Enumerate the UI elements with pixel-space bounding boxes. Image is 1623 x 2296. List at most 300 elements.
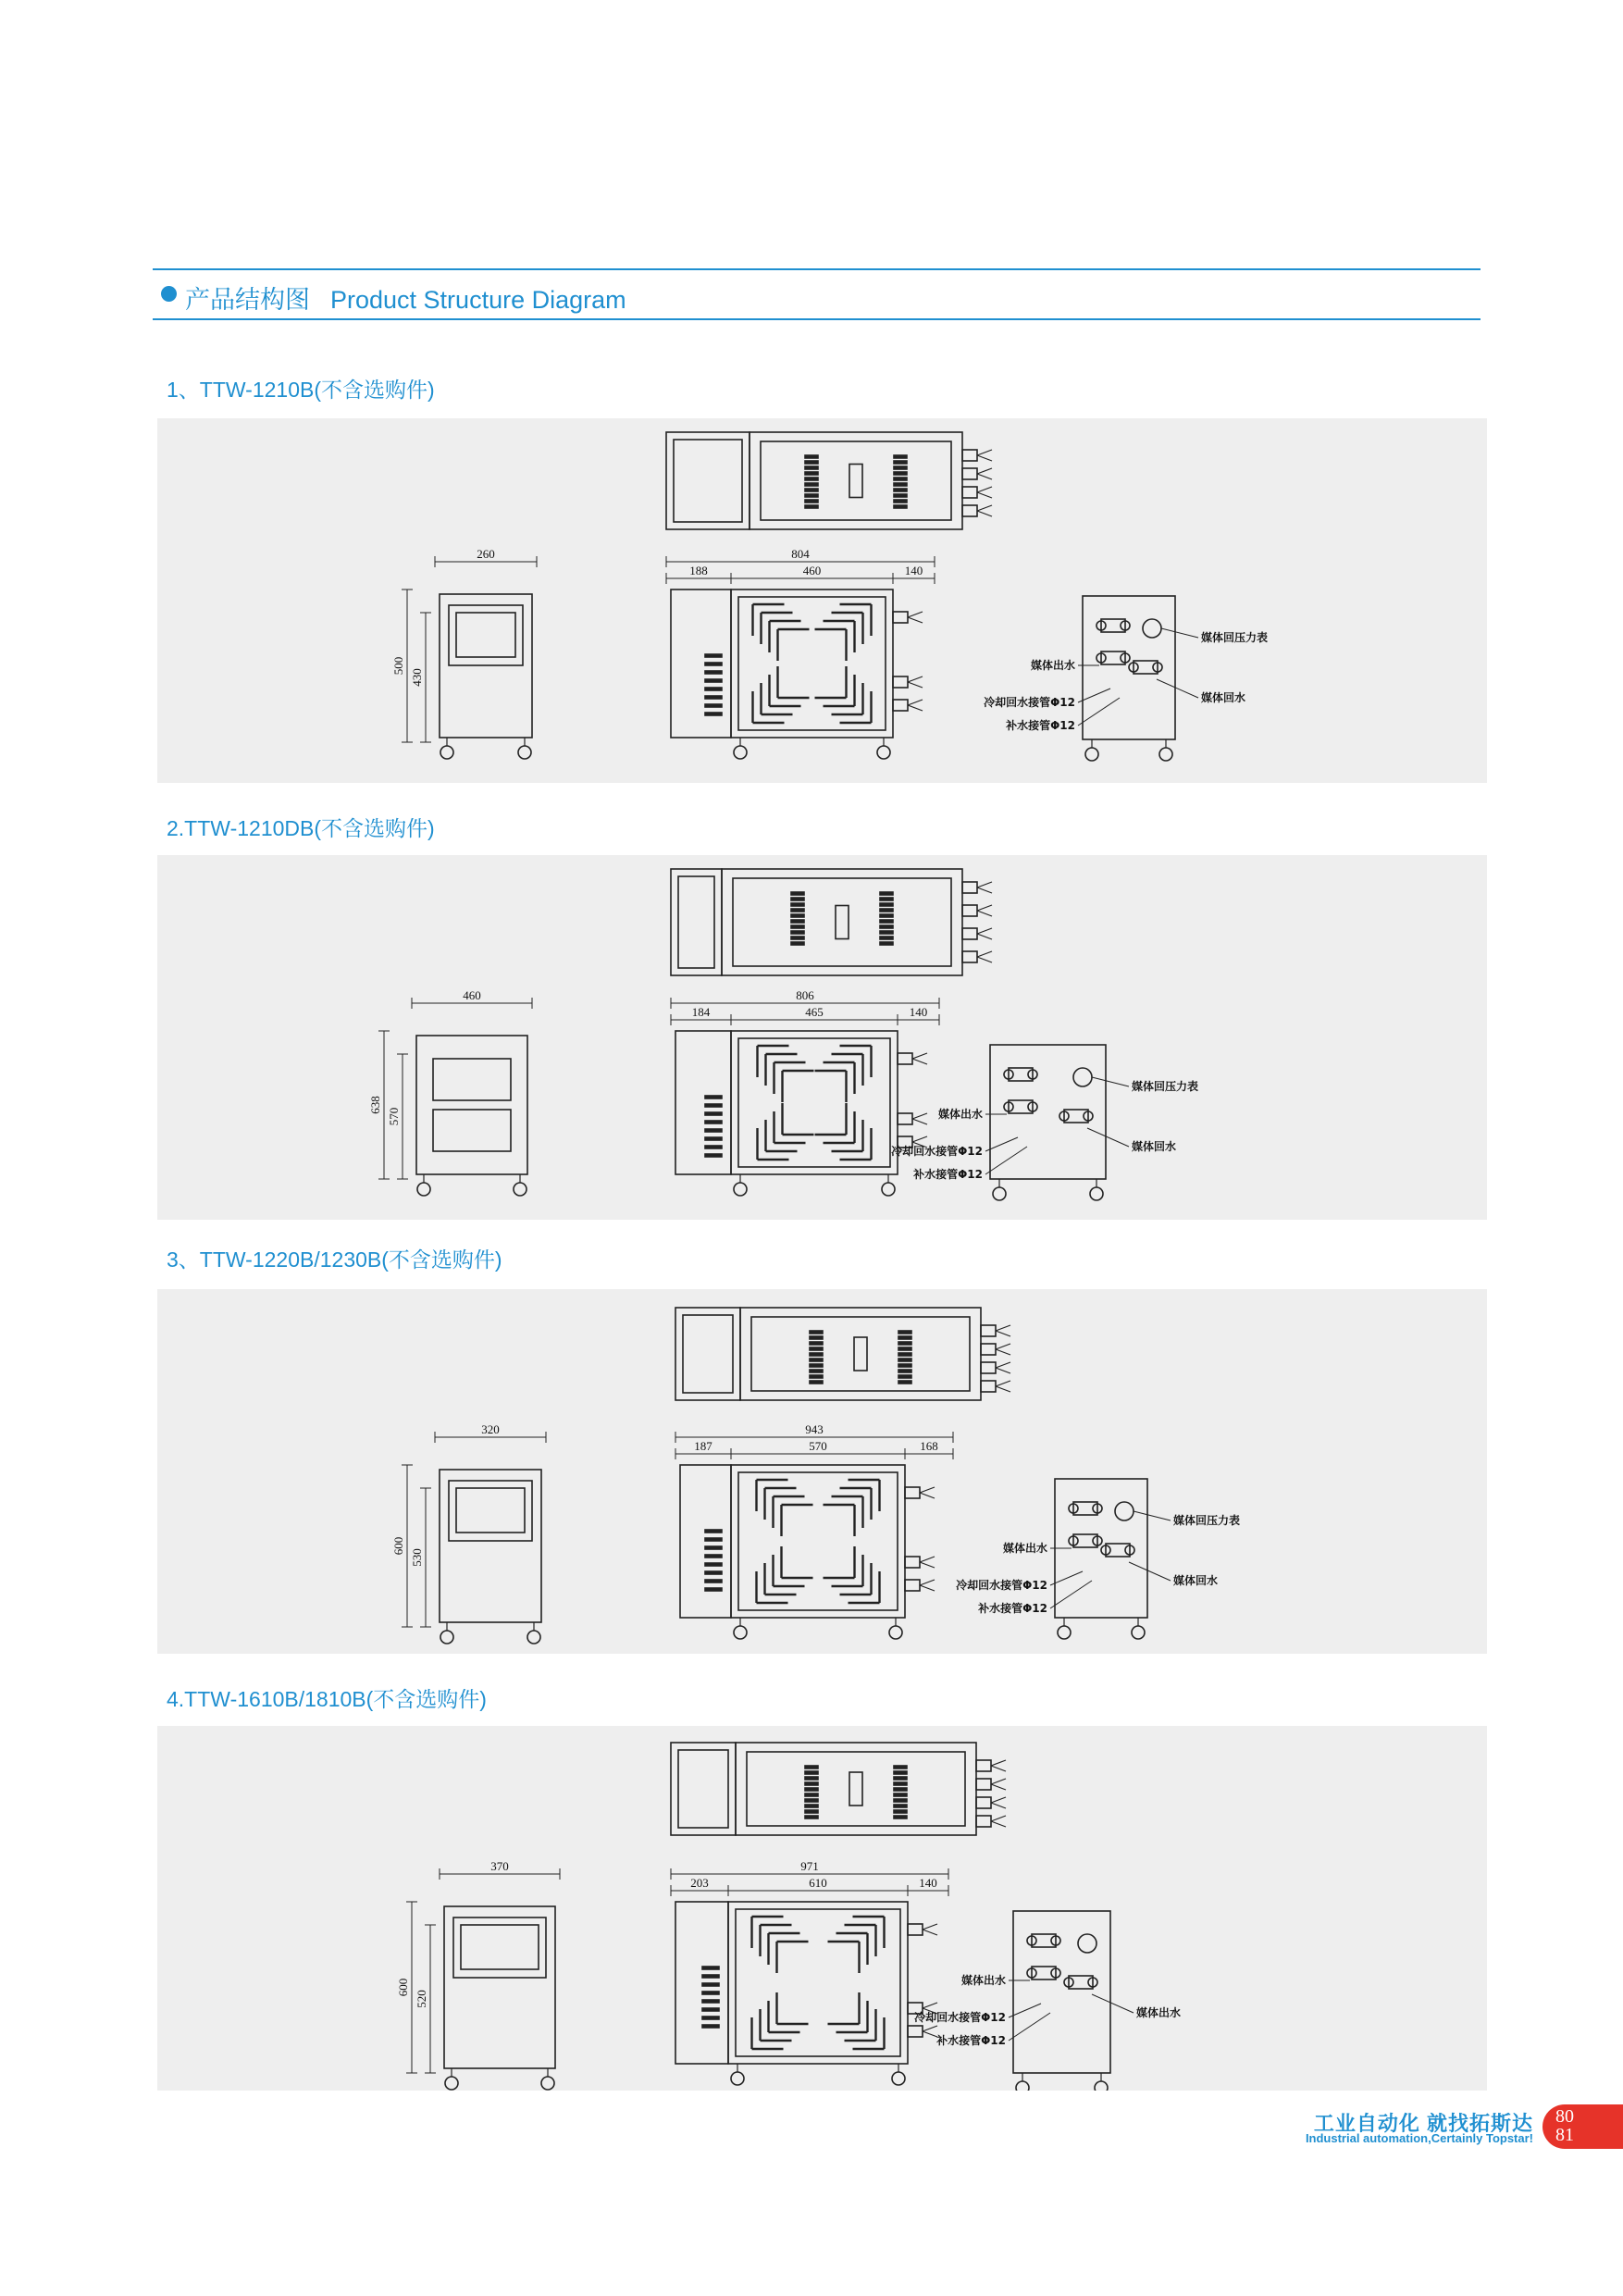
leader-line — [1134, 1511, 1171, 1520]
pipe-fitting — [962, 505, 977, 516]
side-left-dimension: 187 — [694, 1439, 712, 1453]
pipe-nozzle — [912, 1136, 927, 1142]
vent-slot — [791, 892, 804, 895]
vent-slot — [705, 1112, 722, 1115]
vent-slot — [805, 483, 818, 486]
vent-slot — [805, 494, 818, 497]
side-total-dimension: 806 — [796, 988, 814, 1002]
pipe-nozzle — [923, 1924, 937, 1930]
fitting-pair — [1009, 1068, 1033, 1081]
vent-slot — [894, 461, 907, 464]
pipe-nozzle — [977, 450, 992, 455]
pipe-nozzle — [977, 474, 992, 479]
vent-slot — [810, 1359, 823, 1361]
pipe-nozzle — [991, 1760, 1006, 1766]
vent-slot — [702, 1967, 719, 1969]
model-2-drawing — [157, 855, 1487, 1220]
label-media-outlet: 媒体出水 — [1002, 1542, 1047, 1555]
vent-slot — [702, 1992, 719, 1994]
top-view-panel — [751, 1317, 970, 1391]
leader-line — [1129, 1562, 1171, 1581]
top-view-body — [722, 869, 962, 975]
fitting-pair — [1101, 652, 1125, 664]
pipe-fitting — [905, 1557, 920, 1568]
front-height-body-dimension: 520 — [415, 1990, 428, 2008]
pipe-nozzle — [912, 1053, 927, 1059]
caster-wheel — [892, 2072, 905, 2085]
leader-line — [985, 1147, 1027, 1174]
model-4-drawing-panel — [157, 1726, 1487, 2091]
front-height-total-dimension: 500 — [391, 656, 405, 676]
vent-slot — [894, 466, 907, 469]
pipe-fitting — [981, 1344, 996, 1355]
vent-slot — [898, 1370, 911, 1372]
pipe-nozzle — [977, 951, 992, 957]
pipe-nozzle — [908, 617, 923, 623]
fitting-pair — [1032, 1934, 1056, 1947]
fitting-pair — [1032, 1967, 1056, 1980]
vent-slot — [810, 1353, 823, 1356]
label-media-return: 媒体出水 — [1136, 2006, 1182, 2019]
pipe-nozzle — [991, 1803, 1006, 1808]
pipe-fitting — [893, 612, 908, 623]
caster-wheel — [889, 1626, 902, 1639]
vent-slot — [898, 1364, 911, 1367]
pipe-nozzle — [920, 1562, 935, 1568]
vent-slot — [791, 942, 804, 945]
vent-slot — [880, 898, 893, 900]
pipe-fitting — [976, 1760, 991, 1771]
pipe-nozzle — [977, 455, 992, 461]
vent-slot — [805, 1816, 818, 1818]
pipe-nozzle — [996, 1386, 1010, 1392]
pipe-fitting — [962, 468, 977, 479]
vent-slot — [705, 1129, 722, 1132]
top-view-control-box — [666, 432, 750, 529]
model-2-drawing-panel — [157, 855, 1487, 1220]
vent-slot — [705, 671, 722, 674]
label-cooling-return-pipe: 冷却回水接管Φ12 — [956, 1579, 1047, 1592]
fitting-pair — [1009, 1100, 1033, 1113]
front-view-cabinet — [416, 1036, 527, 1174]
pipe-nozzle — [923, 1930, 937, 1935]
vent-slot — [894, 1782, 907, 1785]
pipe-nozzle — [977, 505, 992, 511]
vent-slot — [894, 1805, 907, 1807]
bullet-dot — [161, 286, 177, 302]
pipe-nozzle — [996, 1344, 1010, 1349]
caster-wheel — [877, 746, 890, 759]
vent-slot — [880, 920, 893, 923]
top-view-lid — [683, 1315, 733, 1393]
fitting-pair — [1101, 619, 1125, 632]
vent-slot — [894, 472, 907, 475]
vent-slot — [810, 1336, 823, 1339]
caster-wheel — [731, 2072, 744, 2085]
vent-slot — [702, 1983, 719, 1986]
pipe-fitting — [976, 1816, 991, 1827]
top-view-label-plate — [849, 1772, 862, 1806]
vent-slot — [791, 925, 804, 928]
vent-slot — [705, 713, 722, 715]
label-return-pressure-gauge: 媒体回压力表 — [1132, 1080, 1199, 1093]
model-4-drawing — [157, 1726, 1487, 2091]
pipe-nozzle — [908, 705, 923, 711]
front-width-dimension: 460 — [463, 988, 481, 1002]
pipe-fitting — [893, 676, 908, 688]
side-mid-dimension: 460 — [802, 564, 822, 577]
vent-slot — [702, 2025, 719, 2028]
fitting-pair — [1069, 1976, 1093, 1989]
pipe-nozzle — [908, 612, 923, 617]
pipe-fitting — [981, 1381, 996, 1392]
pipe-nozzle — [923, 2026, 937, 2031]
side-right-dimension: 140 — [909, 1005, 928, 1019]
pipe-nozzle — [920, 1493, 935, 1498]
pipe-nozzle — [991, 1784, 1006, 1790]
fitting-pair — [1064, 1110, 1088, 1123]
vent-slot — [805, 500, 818, 503]
model-2-title: 2.TTW-1210DB(不含选购件) — [167, 816, 435, 840]
pipe-fitting — [893, 700, 908, 711]
vent-slot — [810, 1347, 823, 1350]
caster-wheel — [541, 2077, 554, 2090]
front-width-dimension: 260 — [477, 547, 495, 561]
pipe-nozzle — [996, 1362, 1010, 1368]
vent-slot — [705, 1096, 722, 1098]
label-water-fill-pipe: 补水接管Φ12 — [1006, 719, 1075, 732]
top-view-panel — [747, 1752, 965, 1826]
vent-slot — [810, 1381, 823, 1384]
model-1-title: 1、TTW-1210B(不含选购件) — [167, 378, 435, 402]
pipe-nozzle — [977, 492, 992, 498]
model-3-title: 3、TTW-1220B/1230B(不含选购件) — [167, 1247, 502, 1272]
caster-wheel — [514, 1183, 527, 1196]
vent-slot — [805, 478, 818, 480]
vent-slot — [705, 1563, 722, 1566]
pressure-gauge-icon — [1115, 1502, 1134, 1520]
vent-slot — [705, 1538, 722, 1541]
pipe-fitting — [898, 1053, 912, 1064]
pipe-fitting — [976, 1797, 991, 1808]
top-view-lid — [678, 876, 714, 968]
vent-slot — [894, 455, 907, 458]
front-view-screen — [456, 613, 515, 657]
label-cooling-return-pipe: 冷却回水接管Φ12 — [891, 1145, 983, 1158]
footer-slogan-en: Industrial automation,Certainly Topstar! — [1305, 2131, 1533, 2145]
vent-slot — [894, 1771, 907, 1774]
vent-slot — [705, 679, 722, 682]
vent-slot — [894, 478, 907, 480]
footer-slogan-cn: 工业自动化 就找拓斯达 — [1313, 2112, 1533, 2135]
vent-slot — [898, 1381, 911, 1384]
vent-slot — [880, 909, 893, 912]
vent-slot — [894, 1810, 907, 1813]
caster-wheel — [734, 1183, 747, 1196]
pipe-nozzle — [996, 1331, 1010, 1336]
vent-slot — [805, 489, 818, 491]
pipe-nozzle — [977, 911, 992, 916]
top-view-control-box — [671, 1743, 736, 1835]
pipe-fitting — [962, 928, 977, 939]
pipe-nozzle — [912, 1119, 927, 1124]
vent-slot — [880, 937, 893, 939]
caster-wheel — [1159, 748, 1172, 761]
fitting-pair — [1073, 1502, 1097, 1515]
caster-wheel — [440, 746, 453, 759]
leader-line — [1078, 698, 1120, 726]
section-header — [153, 268, 1481, 320]
side-total-dimension: 804 — [791, 547, 810, 561]
front-height-body-dimension: 530 — [410, 1548, 424, 1567]
pipe-nozzle — [923, 2031, 937, 2037]
pipe-fitting — [908, 2026, 923, 2037]
side-total-dimension: 971 — [800, 1859, 819, 1873]
vent-slot — [705, 1555, 722, 1558]
pressure-gauge-icon — [1143, 619, 1161, 638]
pipe-nozzle — [977, 928, 992, 934]
pipe-nozzle — [912, 1113, 927, 1119]
pipe-nozzle — [977, 882, 992, 887]
top-view-label-plate — [849, 465, 862, 498]
label-media-return: 媒体回水 — [1132, 1140, 1177, 1153]
leader-line — [1087, 1128, 1129, 1147]
pipe-fitting — [898, 1113, 912, 1124]
pressure-gauge-icon — [1073, 1068, 1092, 1086]
leader-line — [1092, 1077, 1129, 1086]
section-title — [185, 279, 626, 316]
vent-slot — [894, 483, 907, 486]
vent-slot — [880, 903, 893, 906]
vent-slot — [705, 688, 722, 690]
vent-slot — [705, 1121, 722, 1123]
vent-slot — [791, 909, 804, 912]
top-view-body — [740, 1308, 981, 1400]
pipe-nozzle — [991, 1779, 1006, 1784]
label-water-fill-pipe: 补水接管Φ12 — [936, 2034, 1006, 2047]
vent-slot — [894, 1766, 907, 1769]
vent-slot — [805, 1782, 818, 1785]
vent-slot — [805, 1810, 818, 1813]
vent-slot — [810, 1364, 823, 1367]
front-height-total-dimension: 600 — [396, 1978, 410, 1997]
vent-slot — [805, 1799, 818, 1802]
vent-slot — [898, 1336, 911, 1339]
side-view-panel — [738, 1038, 890, 1167]
pipe-nozzle — [996, 1368, 1010, 1373]
model-4-title: 4.TTW-1610B/1810B(不含选购件) — [167, 1687, 487, 1711]
pipe-nozzle — [977, 934, 992, 939]
side-left-dimension: 188 — [689, 564, 708, 577]
vent-slot — [791, 903, 804, 906]
pipe-nozzle — [977, 957, 992, 962]
vent-slot — [894, 494, 907, 497]
vent-slot — [805, 505, 818, 508]
vent-slot — [894, 1816, 907, 1818]
side-left-dimension: 184 — [691, 1005, 711, 1019]
pipe-nozzle — [996, 1381, 1010, 1386]
vent-slot — [702, 2000, 719, 2003]
side-right-dimension: 140 — [919, 1876, 937, 1890]
pipe-fitting — [981, 1362, 996, 1373]
page-number-right: 81 — [1555, 2125, 1574, 2145]
vent-slot — [805, 1805, 818, 1807]
vent-slot — [705, 1580, 722, 1582]
vent-slot — [898, 1375, 911, 1378]
vent-slot — [894, 1793, 907, 1796]
leader-line — [1161, 628, 1198, 638]
side-mid-dimension: 465 — [805, 1005, 824, 1019]
vent-slot — [705, 1104, 722, 1107]
pipe-nozzle — [920, 1557, 935, 1562]
vent-slot — [805, 472, 818, 475]
pipe-nozzle — [977, 905, 992, 911]
pipe-nozzle — [920, 1580, 935, 1585]
vent-slot — [810, 1331, 823, 1334]
pipe-nozzle — [996, 1349, 1010, 1355]
vent-slot — [702, 1975, 719, 1978]
side-total-dimension: 943 — [805, 1422, 824, 1436]
pipe-fitting — [962, 882, 977, 893]
vent-slot — [705, 696, 722, 699]
vent-slot — [898, 1359, 911, 1361]
label-media-outlet: 媒体出水 — [1030, 659, 1075, 672]
vent-slot — [705, 1571, 722, 1574]
vent-slot — [705, 663, 722, 665]
vent-slot — [705, 1154, 722, 1157]
caster-wheel — [1132, 1626, 1145, 1639]
vent-slot — [805, 1793, 818, 1796]
caster-wheel — [417, 1183, 430, 1196]
label-media-return: 媒体回水 — [1173, 1574, 1219, 1587]
label-media-outlet: 媒体出水 — [937, 1108, 983, 1121]
vent-slot — [705, 1588, 722, 1591]
model-3-drawing-panel — [157, 1289, 1487, 1654]
front-width-dimension: 320 — [481, 1422, 500, 1436]
leader-line — [1092, 1994, 1134, 2013]
vent-slot — [705, 1530, 722, 1533]
front-height-body-dimension: 570 — [387, 1107, 401, 1126]
label-cooling-return-pipe: 冷却回水接管Φ12 — [914, 2011, 1006, 2024]
vent-slot — [810, 1375, 823, 1378]
caster-wheel — [1090, 1187, 1103, 1200]
pipe-nozzle — [991, 1766, 1006, 1771]
pipe-nozzle — [912, 1059, 927, 1064]
vent-slot — [880, 925, 893, 928]
vent-slot — [894, 489, 907, 491]
top-view-label-plate — [854, 1337, 867, 1371]
pressure-gauge-icon — [1078, 1934, 1096, 1953]
side-view-control-box — [675, 1031, 731, 1174]
vent-slot — [702, 2008, 719, 2011]
side-view-body — [731, 1031, 898, 1174]
top-view-body — [736, 1743, 976, 1835]
top-view-label-plate — [836, 906, 849, 939]
vent-slot — [791, 937, 804, 939]
vent-slot — [810, 1370, 823, 1372]
side-view-body — [728, 1902, 908, 2064]
vent-slot — [705, 654, 722, 657]
caster-wheel — [527, 1631, 540, 1644]
label-media-outlet: 媒体出水 — [960, 1974, 1006, 1987]
vent-slot — [805, 461, 818, 464]
pipe-nozzle — [991, 1816, 1006, 1821]
side-right-dimension: 140 — [904, 564, 923, 577]
vent-slot — [805, 1771, 818, 1774]
vent-slot — [705, 1546, 722, 1549]
vent-slot — [702, 2017, 719, 2019]
model-1-drawing-panel — [157, 418, 1487, 783]
vent-slot — [898, 1347, 911, 1350]
pipe-nozzle — [920, 1487, 935, 1493]
front-height-total-dimension: 600 — [391, 1536, 405, 1556]
label-water-fill-pipe: 补水接管Φ12 — [913, 1168, 983, 1181]
front-view-screen-lower — [433, 1110, 511, 1151]
vent-slot — [880, 942, 893, 945]
fitting-pair — [1134, 661, 1158, 674]
pipe-fitting — [908, 1924, 923, 1935]
fitting-pair — [1073, 1534, 1097, 1547]
vent-slot — [894, 505, 907, 508]
pipe-fitting — [962, 951, 977, 962]
back-view-cabinet — [1013, 1911, 1110, 2073]
caster-wheel — [445, 2077, 458, 2090]
top-view-control-box — [675, 1308, 740, 1400]
label-return-pressure-gauge: 媒体回压力表 — [1173, 1514, 1241, 1527]
vent-slot — [705, 704, 722, 707]
label-media-return: 媒体回水 — [1201, 691, 1246, 704]
vent-slot — [894, 1788, 907, 1791]
top-view-lid — [678, 1750, 728, 1828]
top-view-lid — [674, 440, 742, 522]
pipe-fitting — [962, 487, 977, 498]
caster-wheel — [734, 1626, 747, 1639]
caster-wheel — [734, 746, 747, 759]
pipe-nozzle — [977, 487, 992, 492]
caster-wheel — [1095, 2081, 1108, 2091]
side-mid-dimension: 570 — [809, 1439, 827, 1453]
page-number-badge — [1542, 2104, 1623, 2149]
label-cooling-return-pipe: 冷却回水接管Φ12 — [984, 696, 1075, 709]
pipe-nozzle — [908, 700, 923, 705]
caster-wheel — [518, 746, 531, 759]
vent-slot — [898, 1331, 911, 1334]
front-view-cabinet — [440, 1470, 541, 1622]
pipe-fitting — [962, 450, 977, 461]
vent-slot — [880, 931, 893, 934]
vent-slot — [791, 914, 804, 917]
vent-slot — [805, 1766, 818, 1769]
caster-wheel — [882, 1183, 895, 1196]
side-mid-dimension: 610 — [809, 1876, 827, 1890]
pipe-nozzle — [991, 1821, 1006, 1827]
caster-wheel — [1058, 1626, 1071, 1639]
pipe-nozzle — [977, 887, 992, 893]
pipe-nozzle — [991, 1797, 1006, 1803]
label-return-pressure-gauge: 媒体回压力表 — [1201, 631, 1269, 644]
vent-slot — [791, 931, 804, 934]
top-view-panel — [761, 441, 951, 520]
page-number-left: 80 — [1555, 2106, 1574, 2127]
pipe-fitting — [976, 1779, 991, 1790]
side-left-dimension: 203 — [690, 1876, 709, 1890]
front-height-body-dimension: 430 — [410, 668, 424, 687]
pipe-nozzle — [920, 1585, 935, 1591]
vent-slot — [894, 1777, 907, 1780]
caster-wheel — [440, 1631, 453, 1644]
vent-slot — [805, 1777, 818, 1780]
model-1-drawing — [157, 418, 1487, 783]
